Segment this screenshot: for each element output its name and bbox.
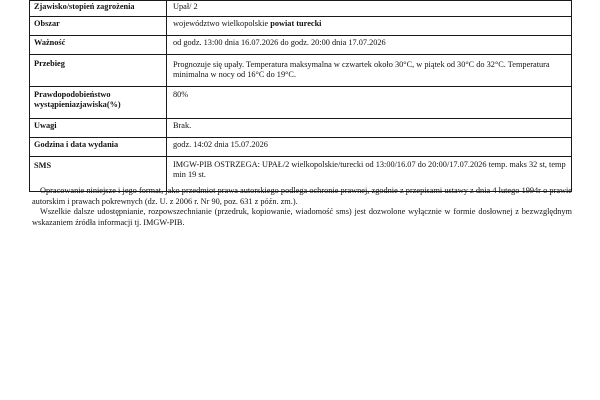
validity-label: Ważność xyxy=(30,36,167,55)
table-row-probability xyxy=(30,87,572,119)
copyright-notice xyxy=(32,186,572,228)
hazard-value: Upał/ 2 xyxy=(167,1,572,17)
warning-document xyxy=(29,0,572,192)
table-row-course xyxy=(30,55,572,87)
table-row-validity xyxy=(30,36,572,55)
area-voivodeship: województwo wielkopolskie xyxy=(173,19,271,28)
issued-label: Godzina i data wydania xyxy=(30,138,167,157)
course-value: Prognozuje się upały. Temperatura maksymalna w czwartek około 30°C, w piątek od 30°C do 32°C. Temperatura minimalna w nocy od 16°C do 19°C. xyxy=(167,55,572,87)
table-row-remarks xyxy=(30,119,572,138)
probability-value: 80% xyxy=(167,87,572,119)
sms-value: IMGW-PIB OSTRZEGA: UPAŁ/2 wielkopolskie/turecki od 13:00/16.07 do 20:00/17.07.2026 temp. maks 32 st, temp min 19 st. xyxy=(167,157,572,192)
remarks-label: Uwagi xyxy=(30,119,167,138)
area-label: Obszar xyxy=(30,17,167,36)
redistribution-paragraph: Wszelkie dalsze udostępnianie, rozpowszechnianie (przedruk, kopiowanie, wiadomość sms) jest dozwolone wyłącznie w formie dosłownej z bezwzględnym wskazaniem źródła informacji tj. IMGW-PIB. xyxy=(32,207,572,227)
area-value xyxy=(167,17,572,36)
area-county: powiat turecki xyxy=(270,19,322,28)
warning-table xyxy=(29,0,572,192)
hazard-label: Zjawisko/stopień zagrożenia xyxy=(30,1,167,17)
table-row-issued xyxy=(30,138,572,157)
copyright-paragraph: Opracowanie niniejsze i jego format, jako przedmiot prawa autorskiego podlega ochronie prawnej, zgodnie z przepisami ustawy z dnia 4 lutego 1994r o prawie autorskim i prawach pokrewnych (dz. U. z 2006 r. Nr 90, poz. 631 z późn. zm.). xyxy=(32,186,572,206)
issued-value: godz. 14:02 dnia 15.07.2026 xyxy=(167,138,572,157)
table-row-area xyxy=(30,17,572,36)
remarks-value: Brak. xyxy=(167,119,572,138)
course-label: Przebieg xyxy=(30,55,167,87)
validity-value: od godz. 13:00 dnia 16.07.2026 do godz. 20:00 dnia 17.07.2026 xyxy=(167,36,572,55)
table-row-hazard xyxy=(30,1,572,17)
probability-label: Prawdopodobieństwo wystąpieniazjawiska(%) xyxy=(30,87,167,119)
sms-label: SMS xyxy=(30,157,167,192)
